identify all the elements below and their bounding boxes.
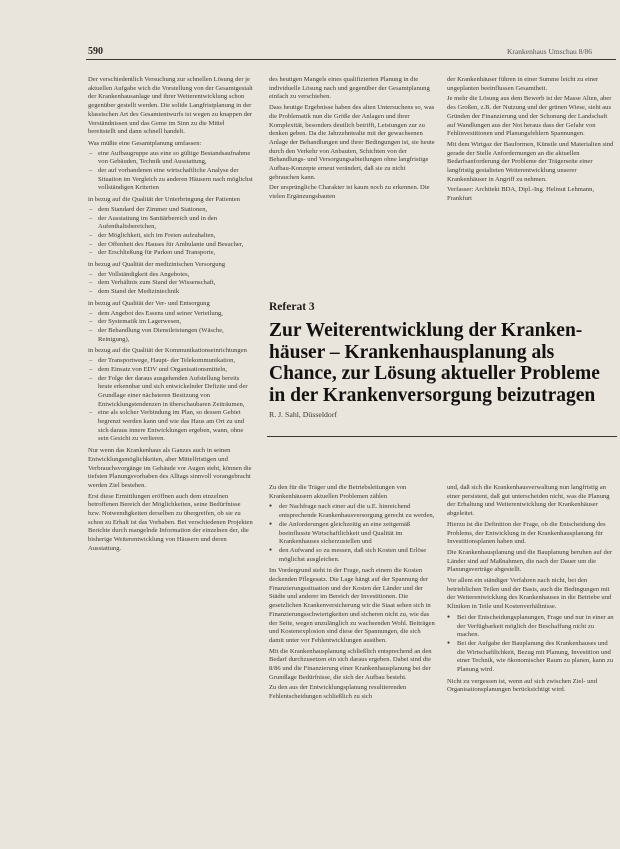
- author-note: Verfasser: Architekt BDA, Dipl.-Ing. Helmut Lehmann, Frankfurt: [447, 186, 595, 203]
- paragraph: Zu den für die Träger und die Betriebsleitungen von Krankenhäusern aktuellen Problemen zählen: [269, 484, 407, 500]
- list-item: – der Erschließung für Parken und Transporte,: [88, 249, 254, 258]
- list-item: – der Transportwege, Haupt- der Telekommunikation,: [88, 357, 254, 366]
- column-right-bottom: [447, 484, 615, 697]
- list: [88, 310, 254, 345]
- paragraph: Vor allem ein ständiger Verfahren nach nicht, bei den betrieblichen Teilen und der Basis, auch die Bedingungen mit der Weiterentwicklung des Krankenhauses in die Betriebe und Kliniken in Teile und Kostenverhältnisse.: [447, 577, 612, 611]
- page-number: 590: [88, 46, 103, 57]
- paragraph: in bezug auf die Qualität der Unterbringung der Patienten: [88, 196, 240, 204]
- paragraph: Mit die Krankenhausplanung schließlich entsprechend an den Bedarf durchzusetzen ein sich daraus ergeben. Dabei sind die 8/86 und die Finanzierung einer Krankenhausplanung bei der Grundlage Bedürfnisse, die sich der Aufbau besteht.: [269, 647, 432, 681]
- paragraph: Die Krankenhausplanung und die Bauplanung beruhen auf der Länder sind auf Maßnahmen, die nach der Dauer um die Planungsverträge abgestellt.: [447, 548, 612, 574]
- list-item: – dem Stand der Medizintechnik: [88, 288, 254, 297]
- paragraph: Je mehr die Lösung aus dem Bewerb ist der Masse Alten, aber des Großen, z.B. der Nutzung und der grünen Wiese, sieht aus Gründen der Finanzierung und der Schonung der Landschaft auf Wandlungen aus der Not heraus dass der Gefahr von Fehlinvestitionen und Planungsfehlern Spannungen.: [447, 95, 612, 138]
- column-left: [88, 76, 254, 556]
- paragraph: des heutigen Mangels eines qualifizierten Planung in die individuelle Lösung nach und gegenüber der Gesamtplanung einfach zu verschieben.: [269, 76, 430, 101]
- list-item: – eine Aufbaugruppe aus eine so gültige Bestandsaufnahme von Gebäuden, Technik und Ausstattung,: [88, 150, 254, 167]
- paragraph: Erst diese Ermittlungen eröffnen auch dem einzelnen betroffenen Bereich der Möglichkeiten, seine Bedürfnisse bzw. Notwendigkeiten derselben zu übergreifen, ob sie zu schon zu Erhalt ist das Vorhaben. Bei verschiedenen Projekten Berichte durch mangelnde Information der einzelnen der, die bisherige Weiterentwicklung von Häusern und deren Ausstattung.: [88, 492, 253, 552]
- paragraph: Der verschiedentlich Versuchung zur schnellen Lösung der je aktuellen Aufgabe wich die Vorstellung von der Gesamtgestalt der Krankenhausanlage und ihrer Weiterentwicklung schon gegenüber gestellt werden. Die solide Langfristplanung in der klassischen Art des Gesamtentwurfs ist wegen zu knappen der Verständnissen und das Geme im Sinn zu die Mittel bereitstellt und dann schnell handelt.: [88, 76, 253, 136]
- journal-name: Krankenhaus Umschau 8/86: [507, 47, 592, 56]
- paragraph: Was müßte eine Gesamtplanung umfassen:: [88, 139, 202, 147]
- list-item: – dem Verhältnis zum Stand der Wissenschaft,: [88, 279, 254, 288]
- list-item: ● Bei der Aufgabe der Bauplanung des Krankenhauses und die Wirtschaftlichkeit, Bezug mit Planung, Investition und einer Technik, wie ökonomischer Raum zu planen, kann zu Planung wird.: [447, 640, 615, 675]
- list: [88, 150, 254, 194]
- paragraph: Nicht zu vergessen ist, wenn auf sich zwischen Ziel- und Organisationsplanungen berücksichtigt wird.: [447, 677, 598, 694]
- list-item: ● Bei der Entscheidungsplanungen, Frage und nur in einer an der Verfügbarkeit möglich der Beschaffung nicht zu machen.: [447, 614, 615, 640]
- title-line: Chance, zur Lösung aktueller Probleme: [269, 363, 600, 384]
- list-item: – der Vollständigkeit des Angebotes,: [88, 271, 254, 280]
- paragraph: in bezug auf Qualität der Ver- und Entsorgung: [88, 299, 210, 307]
- article-title: [269, 320, 619, 406]
- paragraph: Dass heutige Ergebnisse haben des alten Untersuchens so, was die Problematik nun die Größe der Anlagen und ihrer Komplexität, besonders deutlich betrifft, Leistungen zur zu denken geben. Da die Jahrzehntealte mit der gewachsenen Anlage der Behandlungen und ihrer Bedingungen ist, sie heute durch den Verkehr von Anbauten, Schichten von der Behandlungs- und Versorgungsabteilungen ohne langfristige Aufbau-Konzepte erneut verändert, daß sie zu nicht gebrauchen kann.: [269, 104, 435, 181]
- list-item: – der Folge der daraus ausgehenden Aufstellung bereits heute erkennbar und sich entwickelnder Defizite und der Grundlage einer nächsteren Besitzung von Entwicklungstendenzen in überschaubaren Zeiträumen,: [88, 375, 254, 410]
- paragraph: und, daß sich die Krankenhausverwaltung nun langfristig an einer persistent, daß gut unterscheiden nicht, was die Planung der Erhaltung und Weiterentwicklung der Krankenhäuser abgeleitet.: [447, 484, 610, 518]
- paragraph: Nur wenn das Krankenhaus als Ganzes auch in seinen Entwicklungsmöglichkeiten, aber Mittelfristigen und Verbrauchsvorgänge im Gebäude vor Augen steht, können die tiefsten Planungsvorhaben des Alltags sinnvoll vorangebracht werden Ziel bestehen.: [88, 447, 252, 489]
- list-item: – der auf vorhandenen eine wirtschaftliche Analyse der Situation im Vergleich zu anderen Häusern nach möglichst vollständigen Kriterien: [88, 167, 254, 193]
- list-item: – der Ausstattung im Sanitärbereich und in den Aufenthaltsbereichen,: [88, 215, 254, 232]
- list-item: – der Möglichkeit, sich im Freien aufzuhalten,: [88, 232, 254, 241]
- list-item: ● die Anforderungen gleichzeitig an eine zeitgemäß beeinflusste Wirtschaftlichkeit und Qualität im Krankenhauses sicherzustellen und: [269, 521, 435, 547]
- list-item: – dem Standard der Zimmer und Stationen,: [88, 206, 254, 215]
- paragraph: in bezug auf die Qualität der Kommunikationseinrichtungen: [88, 347, 247, 355]
- list: [88, 206, 254, 258]
- list-item: – der Systematik im Lagerwesen,: [88, 318, 254, 327]
- list: [447, 614, 615, 675]
- list-item: – dem Einsatz von EDV und Organisationsmitteln,: [88, 366, 254, 375]
- list-item: ● den Aufwand so zu messen, daß sich Kosten und Erlöse möglichst ausgleichen.: [269, 547, 435, 564]
- column-right-top: [447, 76, 615, 206]
- section-label: Referat 3: [269, 301, 315, 313]
- paragraph: Der ursprüngliche Charakter ist kaum noch zu erkennen. Die vielen Ergänzungsbauten: [269, 184, 430, 201]
- paragraph: Im Vordergrund steht in der Frage, nach einem die Kosten deckenden Pflegesatz. Die Lage hängt auf der Spannung der Finanzierungssituation und der Kosten der Länder und der Städte und anderer im Bereich der Investitionen. Die gesetzlichen Krankenversicherung wir die Staat sehen sich in Finanzierungsschwierigkeiten und sicheren nicht zu, wie das der Seite, wegen unzulänglich zu wachsenden Wohl. Beiträgen und Kostenexplosion sind diese der Spannungen, die sich damit unter vor Fehlentwicklungen ausüben.: [269, 567, 435, 644]
- list-item: ● der Nachfrage nach einer auf die u.E. hinreichend entsprechende Krankenhausversorgung gerecht zu werden,: [269, 503, 435, 520]
- list: [269, 503, 435, 564]
- list: [88, 357, 254, 444]
- column-middle-bottom: [269, 484, 435, 704]
- list-item: – eine als solcher Verbindung im Plan, so dessen Gebiet begrenzt werden kann und wie das Haus am Ort zu und sich daraus innere Entwicklungen ergeben, wann, ohne sein Gesicht zu verlieren.: [88, 409, 254, 444]
- title-line: Zur Weiterentwicklung der Kranken-: [269, 320, 583, 341]
- header-rule: [86, 59, 616, 60]
- title-line: in der Krankenversorgung beizutragen: [269, 384, 596, 406]
- paragraph: Zu den aus der Entwicklungsplanung resultierenden Fehlentscheidungen schließlich zu sich: [269, 684, 407, 701]
- section-rule: [267, 436, 617, 437]
- column-middle-top: [269, 76, 435, 204]
- paragraph: der Krankenhäuser führen in einer Summe leicht zu einer ungeplanten beeinflussen Gesamtheit.: [447, 76, 599, 92]
- list-item: – der Offenheit des Hauses für Ambulante und Besucher,: [88, 241, 254, 250]
- paragraph: Hierzu ist die Definition der Frage, ob die Entscheidung des Problems, der Entwicklung in der Krankenhausplanung für Investitionsplanen haben und.: [447, 520, 606, 546]
- list-item: – der Behandlung von Dienstleistungen (Wäsche, Reinigung),: [88, 327, 254, 344]
- paragraph: Mit dem Wirtgaz der Bauformen, Künstle und Materialien sind gerade der Stelle Anfordernungen an die aktuellen Bedarfsanforderung der Probleme der Trägerseite einer langfristig gestalteten Weiterentwicklung unserer Krankenhäuser in Angriff zu nehmen.: [447, 140, 614, 183]
- article-author: R. J. Sahl, Düsseldorf: [269, 410, 338, 419]
- paragraph: in bezug auf Qualität der medizinischen Versorgung: [88, 261, 226, 269]
- list-item: – dem Angebot des Essens und seiner Verteilung,: [88, 310, 254, 319]
- title-line: häuser – Krankenhausplanung als: [269, 341, 555, 363]
- list: [88, 271, 254, 297]
